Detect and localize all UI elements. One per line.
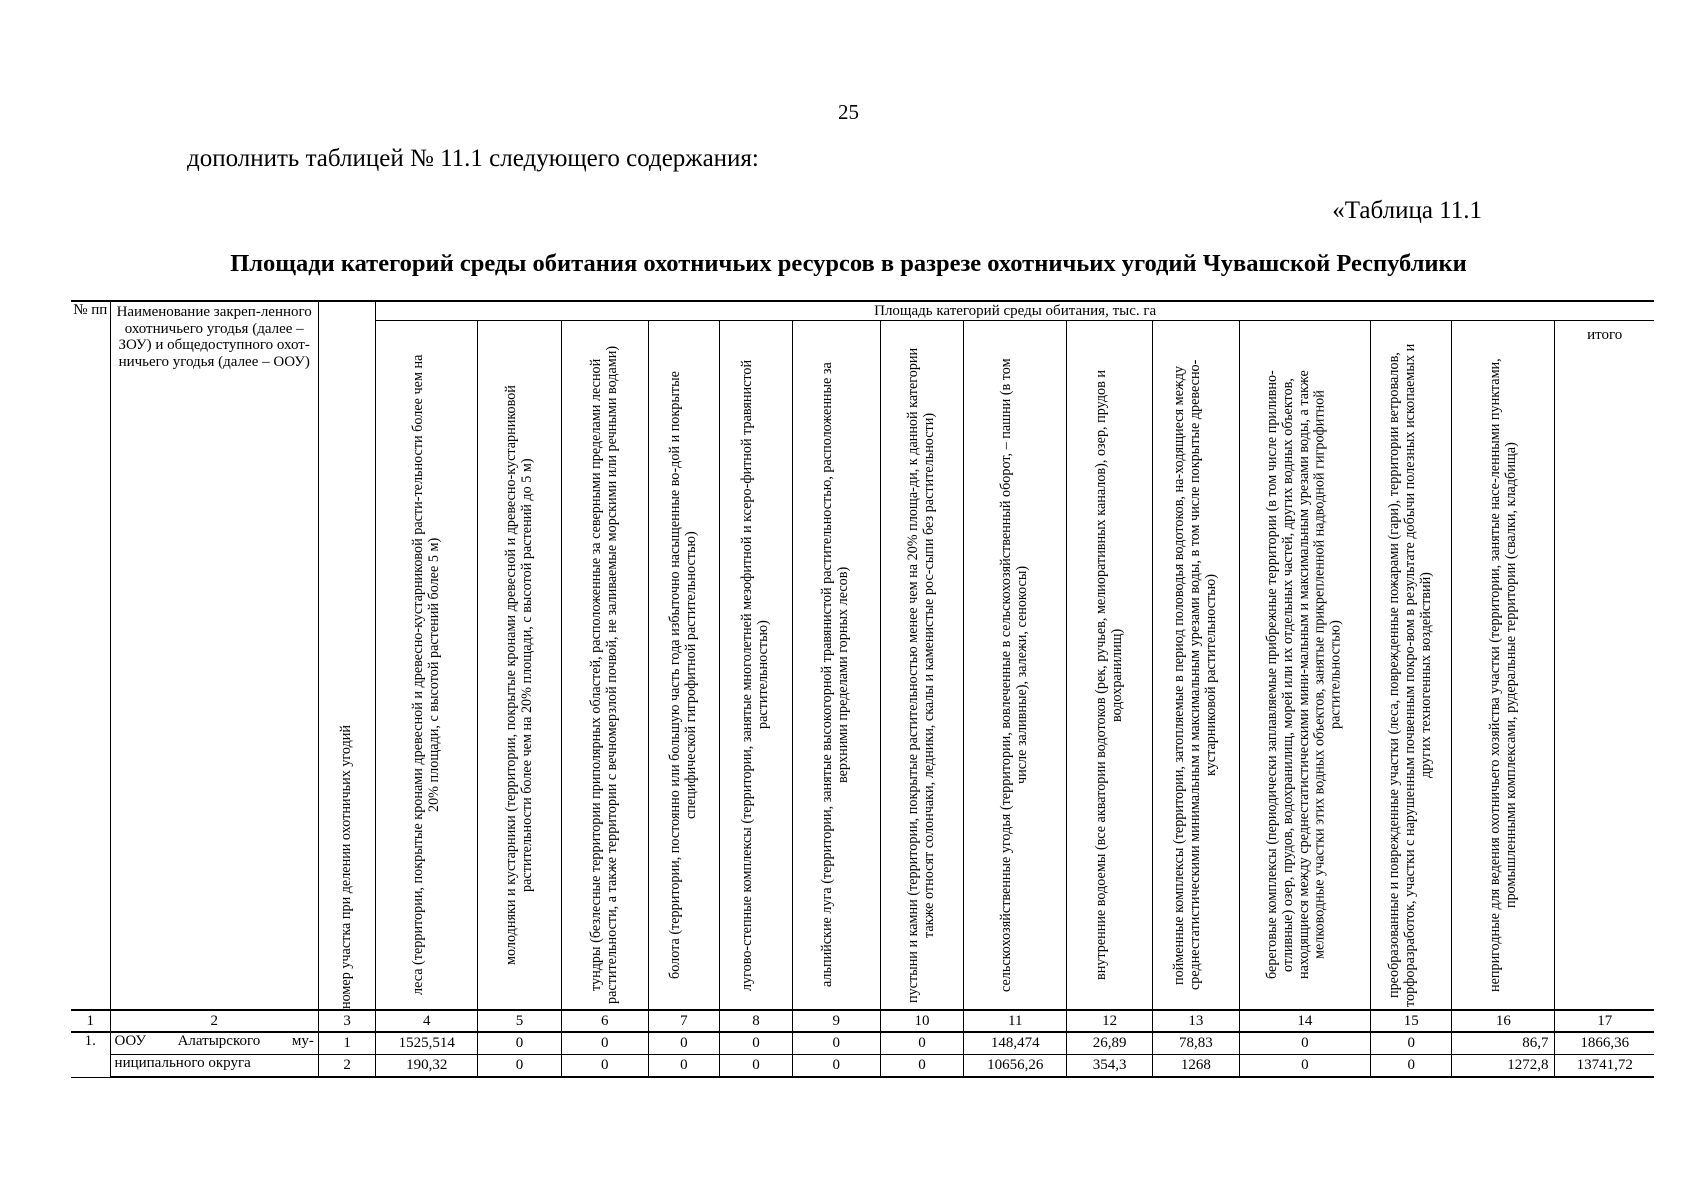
header-area-group: Площадь категорий среды обитания, тыс. га [376, 301, 1654, 321]
column-index: 15 [1371, 1010, 1452, 1032]
value-cell: 148,474 [964, 1032, 1067, 1055]
column-index: 7 [648, 1010, 720, 1032]
column-index: 4 [376, 1010, 478, 1032]
column-index: 5 [478, 1010, 562, 1032]
header-category-forests: леса (территории, покрытые кронами древесной и древесно-кустарниковой расти-тельности более чем на 20% площади, с высотой растений более 5 м) [376, 321, 478, 1011]
header-name: Наименование закреп-ленного охотничьего угодья (далее – ЗОУ) и общедоступного охот-ничьего угодья (далее – ООУ) [110, 301, 318, 1010]
column-index: 9 [792, 1010, 880, 1032]
value-cell: 0 [880, 1032, 964, 1055]
value-cell: 0 [792, 1055, 880, 1078]
value-cell: 0 [880, 1055, 964, 1078]
value-cell: 354,3 [1067, 1055, 1153, 1078]
total-cell: 1866,36 [1555, 1032, 1654, 1055]
row-number: 1. [71, 1032, 110, 1077]
total-cell: 13741,72 [1555, 1055, 1654, 1078]
column-index: 10 [880, 1010, 964, 1032]
value-cell: 0 [1371, 1032, 1452, 1055]
value-cell: 0 [648, 1055, 720, 1078]
header-no: № пп [71, 301, 110, 1010]
header-category-agricultural: сельскохозяйственные угодья (территории, вовлеченные в сельскохозяйственный оборот, – пашни (в том числе заливные), залежи, сенокосы) [964, 321, 1067, 1011]
column-index: 2 [110, 1010, 318, 1032]
value-cell: 0 [648, 1032, 720, 1055]
header-total: итого [1555, 321, 1654, 1011]
header-category-young-growth: молодняки и кустарники (территории, покрытые кронами древесной и древесно-кустарниковой растительности более чем на 20% площади, с высотой растений до 5 м) [478, 321, 562, 1011]
table-label: «Таблица 11.1 [1332, 197, 1482, 224]
value-cell: 0 [720, 1032, 793, 1055]
header-category-floodplain: пойменные комплексы (территории, затопляемые в период половодья водотоков, на-ходящиеся между среднестатистическими минимальным и максимальным урезами воды, в том числе покрытые древесно-кустарниковой растительностью) [1153, 321, 1240, 1011]
value-cell: 0 [561, 1055, 648, 1078]
value-cell: 10656,26 [964, 1055, 1067, 1078]
column-index: 1 [71, 1010, 110, 1032]
column-index: 8 [720, 1010, 793, 1032]
column-index-row [71, 1010, 1654, 1032]
column-index: 11 [964, 1010, 1067, 1032]
header-category-inland-waters: внутренние водоемы (все акватории водотоков (рек, ручьев, мелиоративных каналов), озер, прудов и водохранилищ) [1067, 321, 1153, 1011]
hunting-ground-name: ООУ Алатырского му- [110, 1032, 318, 1055]
value-cell: 0 [478, 1055, 562, 1078]
header-category-tundra: тундры (безлесные территории приполярных областей, расположенные за северными пределами лесной растительности, а также территории с вечномерзлой почвой, не заливаемые морскими или речными водами) [561, 321, 648, 1011]
value-cell: 0 [1239, 1032, 1370, 1055]
value-cell: 1272,8 [1452, 1055, 1555, 1078]
page-number: 25 [838, 100, 859, 124]
header-plot-number: номер участка при делении охотничьих угодий [318, 301, 375, 1010]
value-cell: 0 [1371, 1055, 1452, 1078]
value-cell: 26,89 [1067, 1032, 1153, 1055]
value-cell: 190,32 [376, 1055, 478, 1078]
header-category-alpine-meadows: альпийские луга (территории, занятые высокогорной травянистой растительностью, расположенные за верхними пределами горных лесов) [792, 321, 880, 1011]
value-cell: 0 [720, 1055, 793, 1078]
column-index: 12 [1067, 1010, 1153, 1032]
column-index: 16 [1452, 1010, 1555, 1032]
header-category-meadow-steppe: лугово-степные комплексы (территории, занятые многолетней мезофитной и ксеро-фитной травянистой растительностью) [720, 321, 793, 1011]
column-index: 13 [1153, 1010, 1240, 1032]
header-category-unsuitable: непригодные для ведения охотничьего хозяйства участки (территории, занятые насе-ленными пунктами, промышленными комплексами, рудеральные территории (свалки, кладбища) [1452, 321, 1555, 1011]
value-cell: 0 [478, 1032, 562, 1055]
table-title: Площади категорий среды обитания охотничьих ресурсов в разрезе охотничьих угодий Чувашской Республики [230, 250, 1467, 277]
column-index: 3 [318, 1010, 375, 1032]
value-cell: 1268 [1153, 1055, 1240, 1078]
plot-number: 2 [318, 1055, 375, 1078]
header-category-deserts-stones: пустыни и камни (территории, покрытые растительностью менее чем на 20% площа-ди, к данной категории также относят солончаки, ледники, скалы и каменистые рос-сыпи без растительности) [880, 321, 964, 1011]
habitat-area-table [71, 300, 1654, 1078]
header-category-transformed: преобразованные и поврежденные участки (леса, поврежденные пожарами (гари), территории ветровалов, торфоразработок, участки с нарушенным почвенным покро-вом в результате добычи полезных ископаемых и других техногенных воздействий) [1371, 321, 1452, 1011]
value-cell: 1525,514 [376, 1032, 478, 1055]
header-category-swamps: болота (территории, постоянно или большую часть года избыточно насыщенные во-дой и покрытые специфической гигрофитной растительностью) [648, 321, 720, 1011]
hunting-ground-name: ниципального округа [110, 1055, 318, 1078]
value-cell: 0 [1239, 1055, 1370, 1078]
intro-text: дополнить таблицей № 11.1 следующего содержания: [187, 145, 759, 172]
table-row [71, 1055, 1654, 1078]
column-index: 14 [1239, 1010, 1370, 1032]
value-cell: 0 [561, 1032, 648, 1055]
value-cell: 78,83 [1153, 1032, 1240, 1055]
value-cell: 0 [792, 1032, 880, 1055]
header-category-coastal: береговые комплексы (периодически заплавляемые прибрежные территории (в том числе приливно-отливные) озер, прудов, водохранилищ, морей или их отдельных частей, других водных объектов, находящиеся между среднестатистическими мини-мальным и максимальным урезами воды, а также мелководные участки этих водных объектов, занятые прикрепленной надводной гигрофитной растительностью) [1239, 321, 1370, 1011]
value-cell: 86,7 [1452, 1032, 1555, 1055]
column-index: 17 [1555, 1010, 1654, 1032]
column-index: 6 [561, 1010, 648, 1032]
plot-number: 1 [318, 1032, 375, 1055]
table-row [71, 1032, 1654, 1055]
